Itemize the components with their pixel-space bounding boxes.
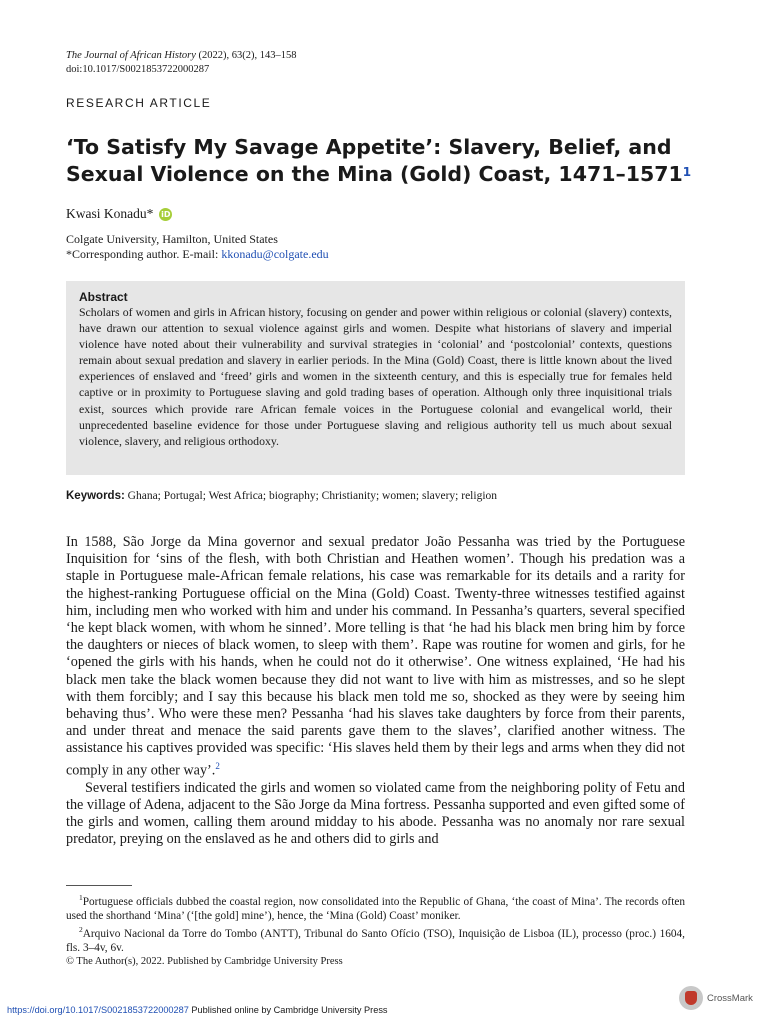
journal-citation (66, 49, 297, 77)
doi-link[interactable]: https://doi.org/10.1017/S0021853722000287 (7, 1005, 189, 1015)
copyright-notice: © The Author(s), 2022. Published by Cambridge University Press (66, 956, 343, 967)
crossmark-icon (679, 986, 703, 1010)
footnote-1 (66, 891, 685, 923)
body-paragraph-1 (66, 534, 685, 780)
author-email-link[interactable]: kkonadu@colgate.edu (221, 247, 329, 261)
keywords (66, 490, 497, 502)
footnote-2-number: 2 (79, 925, 83, 935)
author-marker: * (146, 206, 154, 221)
affiliation (66, 232, 329, 262)
title-footnote-link[interactable]: 1 (682, 165, 692, 179)
footnote-divider (66, 885, 132, 886)
orcid-icon[interactable]: iD (161, 209, 171, 219)
footnote-2 (66, 923, 685, 955)
footnote-link-2[interactable]: 2 (215, 760, 220, 771)
abstract-box (66, 281, 685, 475)
journal-volume: (2022), 63(2), 143–158 (195, 50, 297, 61)
body-paragraph-1-text: In 1588, São Jorge da Mina governor and sexual predator João Pessanha was tried by the Portuguese Inquisition for ‘sins of the flesh, with both Christian and Heathen women’. Though his predation was a staple in Portuguese male-African female relations, his case was remarkable for its details and a rarity for the highest-ranking Portuguese official on the Mina (Gold) Coast. Twenty-three witnesses testified against him, including men who worked with him and under his command. In Pessanha’s quarters, several specified ‘he kept black women, with whom he sinned’. More telling is that ‘he had his black men bring him by force the daughters or nieces of black women, to sleep with them’. Rape was routine for women and girls, for he ‘opened the girls with his hands, when he could not do it otherwise’. One witness explained, ‘He had his black men take the black women because they did not want to live with him as mistresses, and so he slept with them forcibly; and I say this because his black men told me so, shocked as they were by seeing him behaving thus’. Who were these men? Pessanha ‘had his slaves take daughters by force from their parents, and under threat and menace the said parents gave them to the slaves’, clarified another witness. The assistance his captives provided was specific: ‘His slaves held them by their legs and arms when they did not comply in any other way’. (66, 534, 685, 779)
crossmark-badge[interactable] (679, 986, 753, 1010)
footnote-1-number: 1 (79, 893, 83, 902)
article-title (66, 134, 706, 188)
body-paragraph-2: Several testifiers indicated the girls and women so violated came from the neighboring polity of Fetu and the village of Adena, adjacent to the São Jorge da Mina fortress. Pessanha supported and even gifted some of the girls and women, calling them around midday to his abode. Pessanha was no anomaly nor rare sexual predator, preying on the enslaved as he and others did to girls and (66, 779, 685, 848)
affiliation-institution: Colgate University, Hamilton, United States (66, 232, 278, 246)
article-type: RESEARCH ARTICLE (66, 96, 212, 110)
corresponding-author-label: *Corresponding author. E-mail: (66, 247, 222, 261)
author-line (66, 206, 172, 222)
crossmark-label: CrossMark (707, 992, 753, 1004)
footnotes (66, 891, 685, 956)
abstract-heading: Abstract (79, 290, 128, 304)
keywords-label: Keywords: (66, 490, 125, 502)
keywords-list: Ghana; Portugal; West Africa; biography; Christianity; women; slavery; religion (127, 490, 498, 502)
article-title-text: ‘To Satisfy My Savage Appetite’: Slavery, Belief, and Sexual Violence on the Mina (Gold) Coast, 1471–1571 (66, 135, 683, 186)
bottom-bar (7, 1005, 388, 1015)
article-body (66, 534, 685, 848)
abstract-text: Scholars of women and girls in African history, focusing on gender and power within religious or colonial (slavery) contexts, have drawn our attention to sexual violence against girls and women. Despite what historians of slavery and imperial violence have noted about their vulnerability and survival strategies in ‘colonial’ and ‘postcolonial’ contexts, questions remain about sexual predation and slavery in earlier periods. In the Mina (Gold) Coast, there is little known about the lived experiences of enslaved and ‘freed’ girls and women in the sixteenth century, and this is especially true for females held captive or in proximity to Portuguese slaving and gold trading bases of operation. Although only three inquisitional trials exist, sources which provide rare African female voices in the Portuguese colonial and evangelical world, their unprecedented baseline evidence for those under Portuguese slaving and religious authority tell us much about sexual violence, slavery, and religious orthodoxy. (79, 305, 672, 448)
journal-doi: doi:10.1017/S0021853722000287 (66, 64, 210, 75)
footnote-1-text: Portuguese officials dubbed the coastal region, now consolidated into the Republic of Ghana, ‘the coast of Mina’. The records often used the shorthand ‘Mina’ (‘[the gold] mine’), hence, the ‘Mina (Gold) Coast’ moniker. (66, 895, 685, 923)
footnote-2-text: Arquivo Nacional da Torre do Tombo (ANTT), Tribunal do Santo Ofício (TSO), Inquisição de Lisboa (IL), processo (proc.) 1604, fls. 3–4v, 6v. (66, 928, 685, 955)
author-name: Kwasi Konadu (66, 206, 147, 221)
published-online-text: Published online by Cambridge University Press (188, 1005, 388, 1015)
journal-name: The Journal of African History (66, 50, 196, 61)
